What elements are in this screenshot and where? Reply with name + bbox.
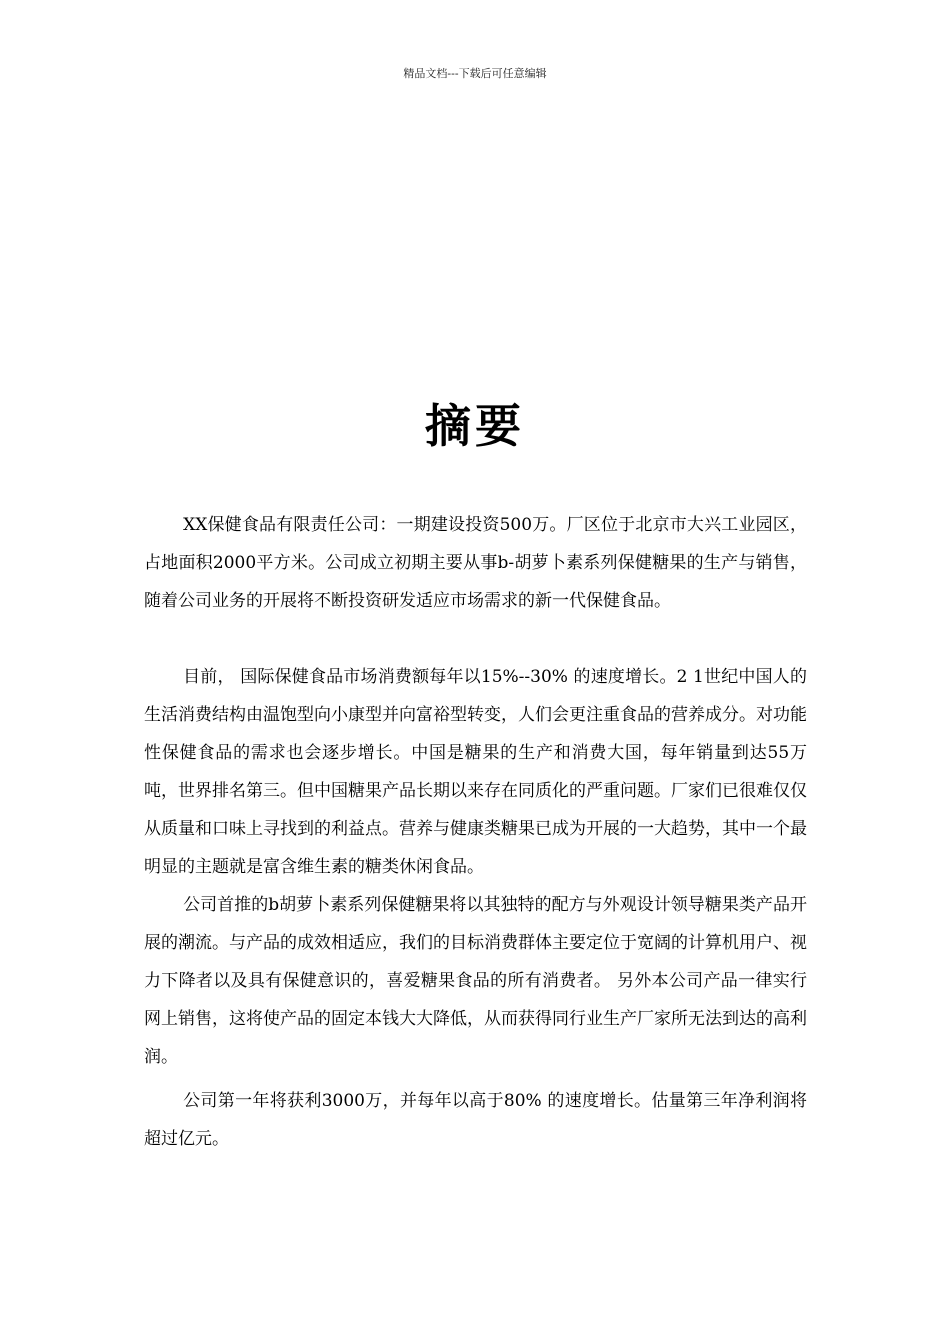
abstract-body	[144, 506, 807, 1158]
paragraph-product-strategy: 公司首推的b胡萝卜素系列保健糖果将以其独特的配方与外观设计领导糖果类产品开展的潮流。与产品的成效相适应，我们的目标消费群体主要定位于宽阔的计算机用户、视力下降者以及具有保健意识的，喜爱糖果食品的所有消费者。 另外本公司产品一律实行网上销售，这将使产品的固定本钱大大降低，从而获得同行业生产厂家所无法到达的高利润。	[144, 895, 807, 1067]
paragraph-market-analysis: 目前， 国际保健食品市场消费额每年以15%--30% 的速度增长。2 1世纪中国人的生活消费结构由温饱型向小康型并向富裕型转变，人们会更注重食品的营养成分。对功能性保健食品的需求也会逐步增长。中国是糖果的生产和消费大国，每年销量到达55万吨，世界排名第三。但中国糖果产品长期以来存在同质化的严重问题。厂家们已很难仅仅从质量和口味上寻找到的利益点。营养与健康类糖果已成为开展的一大趋势，其中一个最明显的主题就是富含维生素的糖类休闲食品。	[144, 667, 807, 877]
paragraph-profit-forecast: 公司第一年将获利3000万，并每年以高于80% 的速度增长。估量第三年净利润将超过亿元。	[144, 1091, 807, 1149]
page-header: 精品文档---下载后可任意编辑	[403, 67, 547, 80]
paragraph-company-intro: XX保健食品有限责任公司：一期建设投资500万。厂区位于北京市大兴工业园区，占地面积2000平方米。公司成立初期主要从事b-胡萝卜素系列保健糖果的生产与销售，随着公司业务的开展将不断投资研发适应市场需求的新一代保健食品。	[144, 515, 807, 611]
document-title: 摘要	[425, 399, 525, 453]
